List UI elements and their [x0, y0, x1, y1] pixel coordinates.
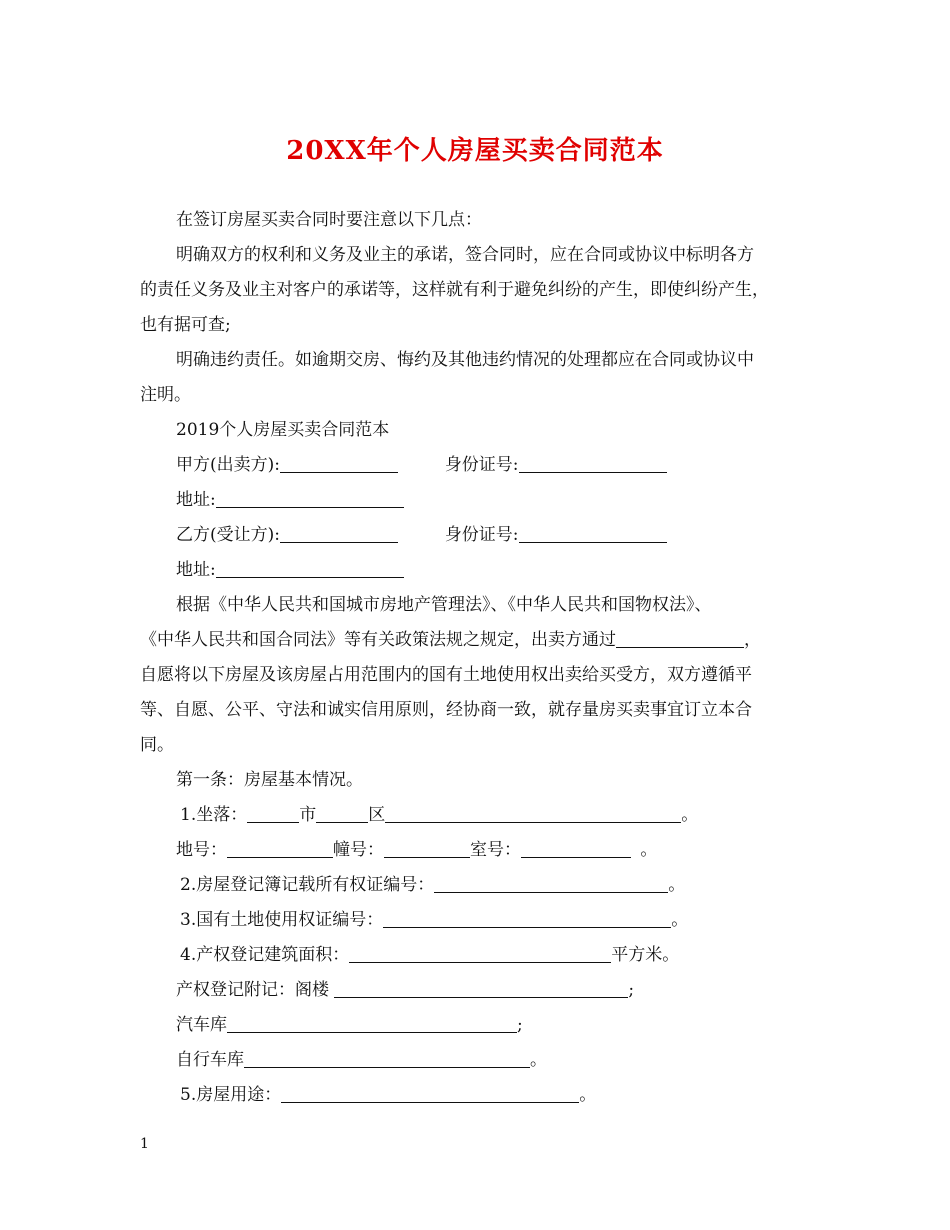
- registry-blank[interactable]: [434, 875, 668, 893]
- area-blank[interactable]: [349, 945, 611, 963]
- district-label: 区: [368, 805, 386, 825]
- bike-garage-period: 。: [530, 1050, 547, 1070]
- page-number: 1: [140, 1136, 149, 1152]
- id-b-label: 身份证号:: [444, 525, 519, 545]
- land-row: [180, 908, 880, 932]
- id-a-blank[interactable]: [519, 455, 667, 473]
- address-b-row: [176, 558, 876, 582]
- lot-row: [176, 838, 876, 862]
- address-a-row: [176, 488, 876, 512]
- bike-garage-blank[interactable]: [244, 1050, 530, 1068]
- registry-label: 2.房屋登记簿记载所有权证编号：: [180, 875, 435, 895]
- room-label: 室号：: [470, 840, 521, 860]
- id-a-label: 身份证号:: [444, 455, 519, 475]
- attachment-row: [176, 978, 876, 1002]
- intro-paragraph-2-line-2: 的责任义务及业主对客户的承诺等，这样就有利于避免纠纷的产生，即使纠纷产生，: [140, 280, 769, 300]
- attic-blank[interactable]: [334, 980, 628, 998]
- city-label: 市: [299, 805, 317, 825]
- party-a-blank[interactable]: [280, 455, 398, 473]
- intro-paragraph-2-line-3: 也有据可查;: [140, 315, 231, 335]
- district-blank[interactable]: [316, 805, 368, 823]
- basis-line-5: 同。: [140, 735, 174, 755]
- garage-semicolon: ;: [517, 1015, 523, 1035]
- city-blank[interactable]: [247, 805, 299, 823]
- bike-garage-row: [176, 1048, 876, 1072]
- contract-heading: 2019个人房屋买卖合同范本: [176, 420, 390, 440]
- basis-line-2: [140, 628, 840, 652]
- garage-row: [176, 1013, 876, 1037]
- basis-line-2-text: 《中华人民共和国合同法》等有关政策法规之规定，出卖方通过: [140, 630, 616, 650]
- id-b-blank[interactable]: [519, 525, 667, 543]
- sqm-label: 平方米。: [611, 945, 680, 965]
- address-a-blank[interactable]: [216, 490, 404, 508]
- party-b-label: 乙方(受让方):: [176, 525, 280, 545]
- use-period: 。: [579, 1085, 597, 1105]
- lot-blank[interactable]: [227, 840, 333, 858]
- attachment-label: 产权登记附记：阁楼: [176, 980, 329, 1000]
- address-b-blank[interactable]: [216, 560, 404, 578]
- attachment-semicolon: ;: [628, 980, 635, 1000]
- land-label: 3.国有土地使用权证编号：: [180, 910, 384, 930]
- basis-line-4: 等、自愿、公平、守法和诚实信用原则，经协商一致，就存量房买卖事宜订立本合: [140, 700, 752, 720]
- use-label: 5.房屋用途：: [180, 1085, 282, 1105]
- seller-method-blank[interactable]: [616, 630, 744, 648]
- basis-line-3: 自愿将以下房屋及该房屋占用范围内的国有土地使用权出卖给买受方，双方遵循平: [140, 665, 752, 685]
- party-a-row: [176, 453, 876, 477]
- use-row: [180, 1083, 880, 1107]
- location-address-blank[interactable]: [385, 805, 681, 823]
- address-b-label: 地址:: [176, 560, 216, 580]
- intro-paragraph-2: 明确双方的权利和义务及业主的承诺，签合同时，应在合同或协议中标明各方: [176, 245, 754, 265]
- basis-line-2-comma: ，: [744, 630, 761, 650]
- use-blank[interactable]: [281, 1085, 579, 1103]
- building-blank[interactable]: [384, 840, 470, 858]
- party-b-row: [176, 523, 876, 547]
- area-row: [180, 943, 880, 967]
- location-label: 1.坐落：: [180, 805, 248, 825]
- lot-label: 地号：: [176, 840, 227, 860]
- land-blank[interactable]: [383, 910, 671, 928]
- location-row: [180, 803, 880, 827]
- room-blank[interactable]: [521, 840, 631, 858]
- building-label: 幢号：: [333, 840, 384, 860]
- registry-period: 。: [668, 875, 686, 895]
- location-period: 。: [681, 805, 699, 825]
- area-label: 4.产权登记建筑面积：: [180, 945, 350, 965]
- intro-paragraph-3: 明确违约责任。如逾期交房、悔约及其他违约情况的处理都应在合同或协议中: [176, 350, 754, 370]
- garage-blank[interactable]: [227, 1015, 517, 1033]
- bike-garage-label: 自行车库: [176, 1050, 244, 1070]
- garage-label: 汽车库: [176, 1015, 227, 1035]
- address-a-label: 地址:: [176, 490, 216, 510]
- lot-row-period: 。: [640, 840, 658, 860]
- registry-row: [180, 873, 880, 897]
- land-period: 。: [671, 910, 689, 930]
- page-title: 20XX年个人房屋买卖合同范本: [286, 136, 664, 166]
- party-b-blank[interactable]: [280, 525, 398, 543]
- intro-paragraph-3-line-2: 注明。: [140, 385, 191, 405]
- article-1-heading: 第一条：房屋基本情况。: [176, 770, 363, 790]
- basis-paragraph: 根据《中华人民共和国城市房地产管理法》、《中华人民共和国物权法》、: [176, 595, 712, 615]
- intro-paragraph-1: 在签订房屋买卖合同时要注意以下几点：: [176, 210, 482, 230]
- party-a-label: 甲方(出卖方):: [176, 455, 280, 475]
